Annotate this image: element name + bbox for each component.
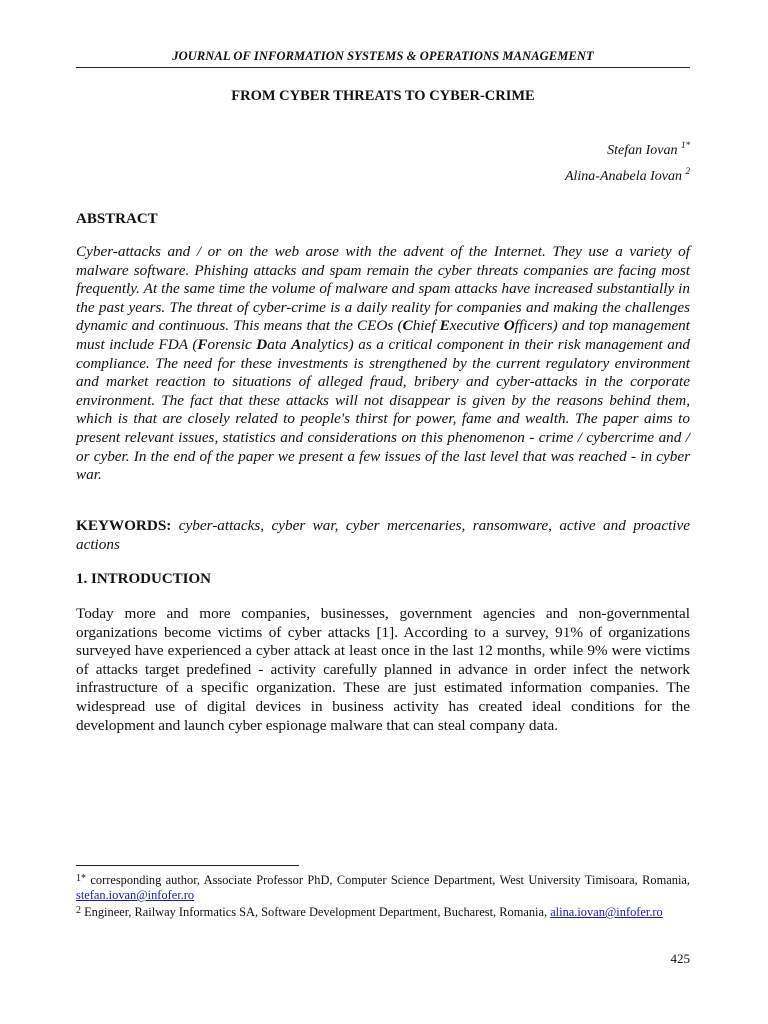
introduction-heading: 1. INTRODUCTION bbox=[76, 571, 212, 587]
email-link[interactable]: alina.iovan@infofer.ro bbox=[550, 905, 663, 919]
email-link[interactable]: stefan.iovan@infofer.ro bbox=[76, 888, 195, 902]
footnotes bbox=[76, 871, 690, 920]
author-mark: 2 bbox=[685, 166, 690, 176]
author-mark: 1* bbox=[681, 140, 690, 150]
header-rule bbox=[76, 67, 690, 68]
keywords bbox=[76, 517, 690, 554]
keywords-value: cyber-attacks, cyber war, cyber mercenaries, ransomware, active and proactive actions bbox=[76, 517, 691, 553]
author bbox=[565, 135, 690, 161]
keywords-label: KEYWORDS: bbox=[76, 517, 172, 534]
author bbox=[565, 161, 690, 187]
paper-title: FROM CYBER THREATS TO CYBER-CRIME bbox=[231, 88, 535, 104]
introduction-text: Today more and more companies, businesses, government agencies and non-governmental organizations become victims of cyber attacks [1]. According to a survey, 91% of organizations surveyed have experienced a cyber attack at least once in the last 12 months, while 9% were victims of attacks target predefined - activity carefully planned in advance in order infect the network infrastructure of a specific organization. These are just estimated information companies. The widespread use of digital devices in business activity has created ideal conditions for the development and launch cyber espionage malware that can steal company data. bbox=[76, 605, 690, 734]
abstract-text: Cyber-attacks and / or on the web arose with the advent of the Internet. They use a variety of malware software. Phishing attacks and spam remain the cyber threats companies are facing most frequently. At the same time the volume of malware and spam attacks have increased substantially in the past years. The threat of cyber-crime is a daily reality for companies and making the challenges dynamic and continuous. This means that the CEOs (Chief Executive Officers) and top management must include FDA (Forensic Data Analytics) as a critical component in their risk management and compliance. The need for these investments is strengthened by the current regulatory environment and market reaction to situations of alleged fraud, bribery and cyber-attacks in the corporate environment. The fact that these attacks will not disappear is given by the reasons behind them, which is that are closely related to people's thirst for power, fame and wealth. The paper aims to present relevant issues, statistics and considerations on this phenomenon - crime / cybercrime and / or cyber. In the end of the paper we present a few issues of the last level that was reached - in cyber war. bbox=[76, 243, 691, 484]
footnote-rule bbox=[76, 865, 299, 866]
author-name: Stefan Iovan bbox=[607, 143, 678, 158]
footnote-mark: 1* bbox=[76, 873, 86, 884]
abstract-heading: ABSTRACT bbox=[76, 211, 158, 227]
page-number: 425 bbox=[670, 951, 690, 966]
journal-header: JOURNAL OF INFORMATION SYSTEMS & OPERATIONS MANAGEMENT bbox=[172, 49, 594, 63]
footnote-mark: 2 bbox=[76, 905, 81, 916]
author-list bbox=[565, 135, 690, 187]
author-name: Alina-Anabela Iovan bbox=[564, 169, 682, 184]
footnote: $^{1*}$ corresponding author, Associate Professor PhD, Computer Science Department, West University Timisoara, Romania, stefan.iovan@infofer.ro bbox=[76, 873, 690, 902]
footnote: $^2$ Engineer, Railway Informatics SA, Software Development Department, Bucharest, Romania, alina.iovan@infofer.ro bbox=[76, 905, 663, 919]
